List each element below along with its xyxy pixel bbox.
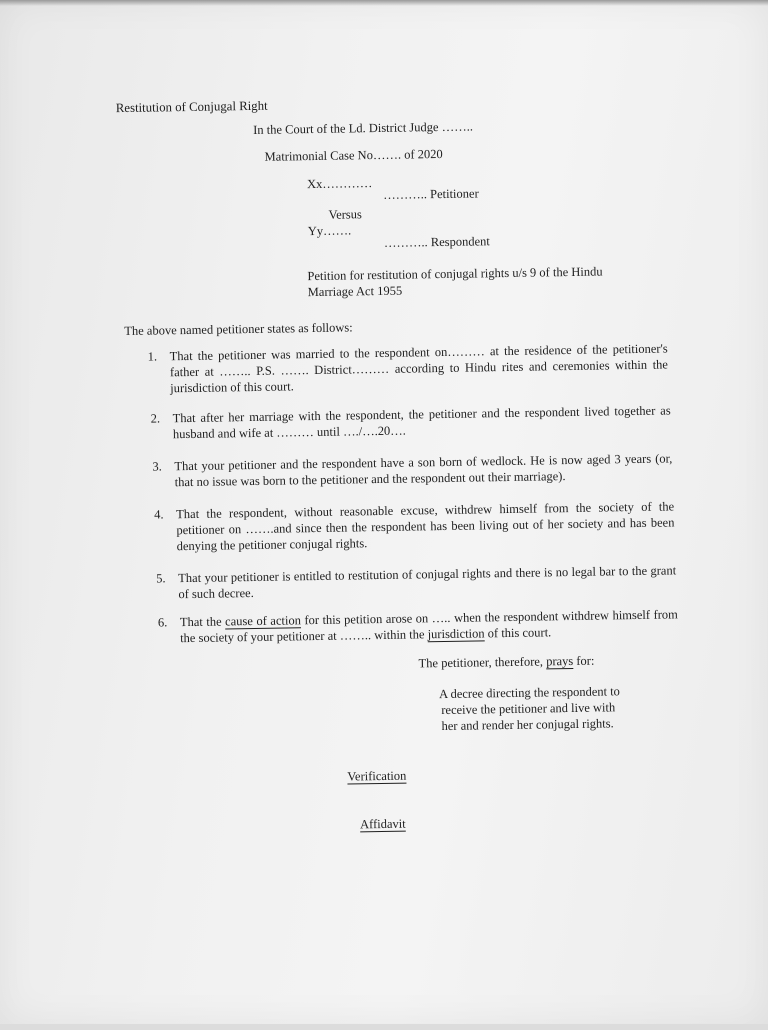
document-title: Restitution of Conjugal Right [115, 98, 268, 116]
paragraph-number: 4. [154, 507, 164, 522]
paragraph-text: That the respondent, without reasonable excuse, withdrew himself from the society of the petitioner on …….and since then the respondent has been living out of her society and has been denying the petitioner conjugal rights. [176, 499, 675, 553]
petitioner-name: Xx………… [306, 176, 373, 192]
paragraph-number: 1. [147, 349, 158, 364]
paragraph-5 [156, 563, 677, 602]
subject-line-2: Marriage Act 1955 [307, 283, 403, 300]
intro-text: The above named petitioner states as follows: [124, 320, 353, 338]
decree-line-2: receive the petitioner and live with [441, 700, 616, 718]
text-segment: for: [573, 653, 595, 668]
paragraph-4 [154, 499, 675, 554]
respondent-name: Yy……. [307, 223, 352, 239]
verification-heading: Verification [347, 768, 407, 784]
text-segment: of this court. [484, 625, 552, 641]
paragraph-2 [150, 403, 671, 442]
underlined-prays: prays [546, 653, 574, 669]
paragraph-text: That after her marriage with the respondent, the petitioner and the respondent lived together as husband and wife at ……… until …./….20…. [172, 403, 671, 442]
petitioner-label: ……….. Petitioner [383, 186, 479, 202]
paragraph-3 [152, 451, 673, 490]
underlined-cause-of-action: cause of action [225, 613, 302, 629]
paragraph-text: That the petitioner was married to the respondent on……… at the residence of the petitioner's father at …….. P.S. ……. District……… according to Hindu rites and ceremonies within the jurisdiction of this court. [169, 341, 669, 395]
affidavit-heading: Affidavit [359, 816, 406, 832]
case-number: Matrimonial Case No……. of 2020 [264, 146, 443, 164]
text-segment: The petitioner, therefore, [418, 654, 547, 671]
prayer-line [418, 654, 594, 672]
text-segment: That the [179, 614, 226, 630]
court-line: In the Court of the Ld. District Judge …….. [253, 119, 474, 137]
paragraph-number: 6. [157, 615, 168, 630]
paragraph-number: 5. [156, 571, 166, 586]
paragraph-6 [157, 607, 678, 646]
versus-text: Versus [328, 207, 362, 222]
paragraph-text [180, 607, 678, 646]
respondent-label: ……….. Respondent [383, 234, 490, 250]
paragraph-text: That your petitioner and the respondent have a son born of wedlock. He is now aged 3 years (or, that no issue was born to the petitioner and the respondent out their marriage). [174, 451, 673, 490]
subject-line-1: Petition for restitution of conjugal rights u/s 9 of the Hindu [307, 264, 603, 284]
decree-line-3: her and render her conjugal rights. [441, 716, 614, 734]
paragraph-number: 2. [150, 411, 161, 426]
paragraph-number: 3. [152, 459, 162, 474]
paragraph-text: That your petitioner is entitled to restitution of conjugal rights and there is no legal bar to the grant of such decree. [178, 563, 677, 601]
paragraph-1 [147, 341, 669, 396]
text-segment: for this petition arose on ….. when the respondent withdrew himself from the society of your petitioner at …….. within the [180, 607, 678, 645]
underlined-jurisdiction: jurisdiction [427, 626, 485, 642]
decree-line-1: A decree directing the respondent to [438, 684, 620, 702]
